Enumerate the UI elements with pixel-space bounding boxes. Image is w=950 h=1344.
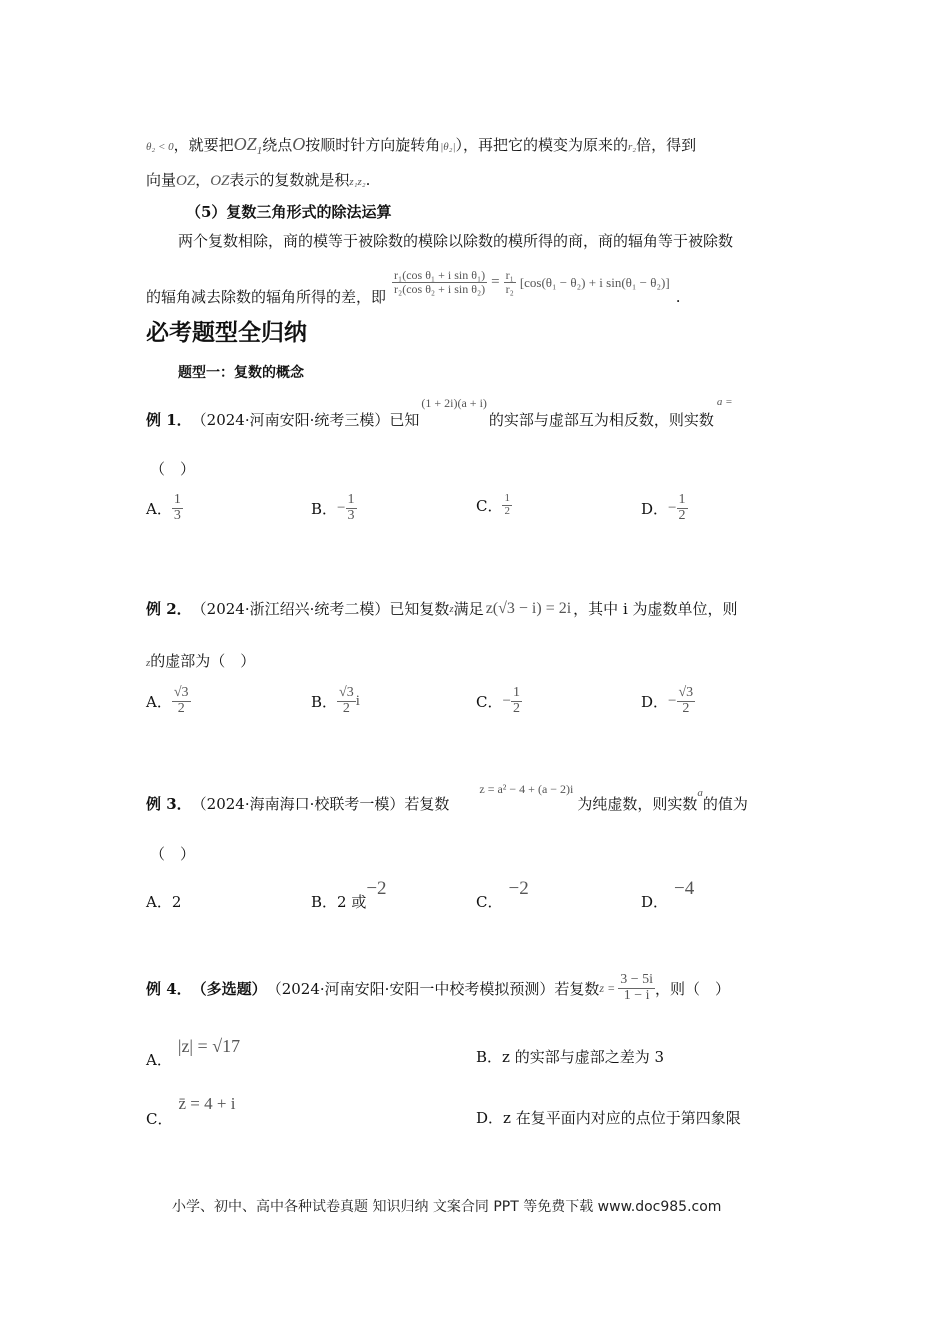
intro-text: ， [195, 171, 211, 189]
math-theta2-neg: θ₂ < 0 [146, 141, 174, 153]
option-letter: D． [476, 1109, 504, 1127]
option-den: 2 [342, 700, 350, 716]
example-2-option-c [476, 686, 522, 716]
intro-text: 倍，得到 [636, 136, 697, 154]
option-num: √3 [678, 685, 694, 700]
example-1-stem [146, 396, 733, 430]
main-heading: 必考题型全归纳 [146, 320, 307, 346]
example-1-paren: （ ） [150, 460, 196, 478]
division-formula-denominator: r₂(cos θ₂ + i sin θ₂) [394, 282, 486, 296]
section-5-para-line-2 [146, 258, 680, 307]
example-1-option-d [641, 493, 688, 523]
example-1-label: 例 1． [146, 411, 192, 429]
option-suffix: i [355, 692, 360, 709]
example-4-den: 1 − i [623, 987, 650, 1003]
option-fraction [337, 686, 356, 716]
page-footer: 小学、初中、高中各种试卷真题 知识归纳 文案合同 PPT 等免费下载 www.doc985.com [172, 1199, 722, 1215]
option-den: 2 [512, 700, 520, 716]
option-value: 2 或 [337, 893, 367, 911]
option-num: √3 [173, 685, 189, 700]
example-2-option-b [311, 686, 360, 716]
option-expr: |z| = √17 [177, 1036, 241, 1056]
example-3-a: a [697, 787, 703, 799]
example-1-option-c [476, 493, 512, 517]
option-text: z 在复平面内对应的点位于第四象限 [503, 1109, 741, 1127]
math-z1z2: z₁z₂ [349, 176, 366, 188]
option-num: 1 [678, 492, 686, 507]
type-heading: 题型一：复数的概念 [178, 365, 304, 381]
option-letter: B． [476, 1048, 503, 1066]
example-4-tag: （多选题） [191, 979, 267, 998]
math-oz-b: OZ [210, 173, 230, 189]
option-neg: − [668, 499, 677, 516]
option-neg: − [337, 499, 346, 516]
intro-text: ，就要把 [173, 136, 234, 154]
option-letter: B． [311, 893, 338, 911]
example-1-source: （2024·河南安阳·统考三模）已知 [191, 411, 420, 429]
example-3-option-d [641, 878, 694, 912]
division-formula-ratio-den: r₂ [505, 282, 514, 296]
option-letter: C． [476, 893, 503, 911]
example-1-option-b [311, 493, 357, 523]
example-2-stem [146, 598, 738, 619]
math-oz1-sub: 1 [256, 145, 263, 157]
division-formula-ratio-num: r₁ [505, 268, 514, 283]
example-4-option-b [476, 1046, 664, 1067]
intro-text: 按顺时针方向旋转角 [305, 136, 441, 154]
example-1-tail: a = [716, 396, 733, 408]
math-oz: OZ [176, 173, 196, 189]
option-letter: B． [311, 692, 338, 711]
option-den: 3 [173, 507, 181, 523]
division-formula-fraction [392, 269, 487, 295]
example-1-text: 的实部与虚部互为相反数，则实数 [488, 411, 714, 429]
division-formula-end-dot: . [675, 287, 681, 306]
example-4-option-c [146, 1094, 235, 1129]
option-num: 1 [347, 492, 355, 507]
division-formula-ratio [504, 269, 516, 295]
intro-text: ），再把它的模变为原来的 [455, 136, 629, 154]
option-neg: − [668, 692, 677, 709]
example-2-line2-text: 的虚部为（ ） [150, 652, 256, 670]
intro-text: 向量 [146, 171, 177, 189]
section-5-para-prefix: 的辐角减去除数的辐角所得的差，即 [146, 288, 387, 306]
example-3-option-a [146, 891, 181, 912]
example-4-expr-lhs: z = [599, 980, 616, 995]
option-fraction [511, 686, 522, 716]
example-1-expr: (1 + 2i)(a + i) [421, 396, 487, 410]
option-num: 1 [173, 492, 181, 507]
option-den: 2 [678, 507, 686, 523]
option-extra: −2 [366, 878, 387, 899]
option-num: √3 [339, 685, 354, 700]
option-neg: − [502, 692, 511, 709]
option-fraction [346, 493, 357, 523]
example-4-stem [146, 973, 730, 1003]
intro-text: 表示的复数就是积 [229, 171, 350, 189]
example-3-option-c [476, 878, 529, 912]
option-letter: C． [476, 496, 503, 515]
example-2-line2-z: z [146, 657, 151, 669]
intro-line-1 [146, 134, 696, 157]
example-3-label: 例 3． [146, 795, 192, 813]
option-letter: A． [146, 893, 172, 911]
option-letter: A． [146, 499, 172, 518]
option-value: 2 [171, 893, 182, 911]
option-letter: D． [641, 893, 669, 911]
option-fraction [677, 493, 688, 523]
option-letter: A． [146, 1051, 172, 1069]
math-o: O [292, 134, 306, 154]
option-letter: B． [311, 499, 338, 518]
option-fraction [172, 493, 183, 523]
example-2-label: 例 2． [146, 600, 192, 618]
option-letter: C． [146, 1110, 173, 1128]
example-2-option-a [146, 686, 191, 716]
example-4-tail: ，则（ ） [654, 979, 730, 998]
example-3-tail: 的值为 [702, 795, 748, 813]
example-3-text: 为纯虚数，则实数 [577, 795, 698, 813]
example-3-stem [146, 782, 748, 814]
option-letter: A． [146, 692, 172, 711]
example-4-fraction [618, 973, 655, 1003]
example-4-label: 例 4． [146, 979, 192, 998]
intro-line-2 [146, 169, 370, 190]
option-text: z 的实部与虚部之差为 3 [502, 1048, 665, 1066]
intro-text: 绕点 [262, 136, 293, 154]
example-3-source: （2024·海南海口·校联考一模）若复数 [191, 795, 450, 813]
example-3-expr: z = a² − 4 + (a − 2)i [479, 782, 574, 796]
division-formula-equals: = [491, 274, 500, 290]
section-5-heading: （5）复数三角形式的除法运算 [186, 203, 392, 221]
option-fraction [677, 686, 696, 716]
intro-text: . [365, 171, 371, 189]
option-den: 2 [177, 700, 185, 716]
option-letter: D． [641, 692, 669, 711]
example-4-source: （2024·河南安阳·安阳一中校考模拟预测）若复数 [266, 979, 600, 998]
option-den: 2 [682, 700, 690, 716]
example-2-text: ，其中 i 为虚数单位，则 [573, 600, 738, 618]
example-3-paren: （ ） [150, 845, 196, 863]
math-r2: r₂ [628, 141, 637, 153]
example-3-option-b [311, 878, 387, 912]
division-formula-numerator: r₁(cos θ₁ + i sin θ₁) [394, 268, 486, 283]
option-extra: −2 [508, 878, 529, 899]
example-4-num: 3 − 5i [620, 972, 653, 987]
option-den: 3 [347, 507, 355, 523]
example-2-z: z [449, 602, 454, 615]
option-fraction [172, 686, 191, 716]
option-fraction [502, 493, 512, 517]
math-abs-theta2: |θ₂| [440, 141, 456, 153]
option-expr: z̄ = 4 + i [178, 1094, 236, 1113]
example-2-line-2 [146, 650, 255, 671]
example-4-option-d [476, 1107, 741, 1128]
option-num: 1 [504, 492, 510, 504]
math-oz1: OZ [233, 134, 257, 154]
example-2-cond-text: 满足 [453, 600, 484, 618]
option-den: 2 [504, 504, 510, 517]
example-4-option-a [146, 1036, 240, 1070]
example-1-option-a [146, 493, 183, 523]
division-formula-rhs: [cos(θ₁ − θ₂) + i sin(θ₁ − θ₂)] [519, 274, 670, 290]
example-2-source: （2024·浙江绍兴·统考二模）已知复数 [191, 600, 450, 618]
option-num: 1 [512, 685, 520, 700]
example-2-cond-expr: z(√3 − i) = 2i [485, 599, 572, 617]
option-letter: D． [641, 499, 669, 518]
option-letter: C． [476, 692, 503, 711]
section-5-para-line-1: 两个复数相除，商的模等于被除数的模除以除数的模所得的商，商的辐角等于被除数 [178, 232, 734, 250]
example-2-option-d [641, 686, 695, 716]
option-extra: −4 [674, 878, 695, 899]
